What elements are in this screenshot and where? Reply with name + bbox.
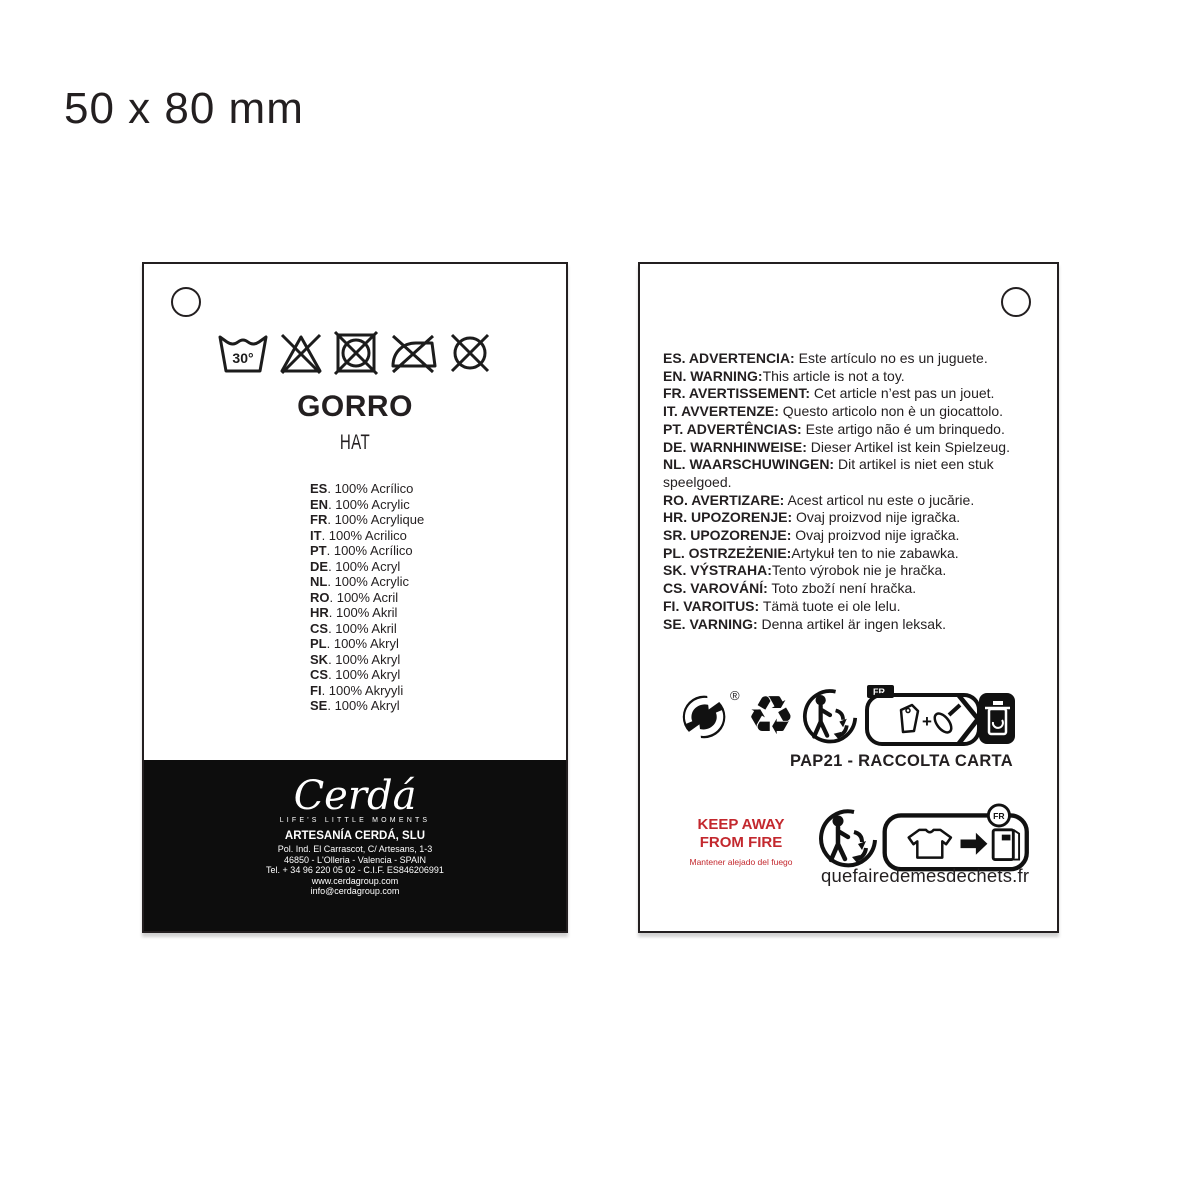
fr-textile-drop-box-icon <box>881 802 1041 874</box>
composition-line: HR. 100% Akril <box>310 605 398 620</box>
warning-line: SR. UPOZORENJE: Ovaj proizvod nije igračka. <box>663 527 960 544</box>
company-website: www.cerdagroup.com <box>311 875 399 886</box>
composition-line: PL. 100% Akryl <box>310 636 399 651</box>
sorting-url: quefairedemesdechets.fr <box>821 865 1030 886</box>
do-not-tumble-dry-icon <box>333 330 379 376</box>
warning-line: HR. UPOZORENJE: Ovaj proizvod nije igračka. <box>663 509 961 526</box>
wash-30-icon <box>217 330 269 376</box>
hang-hole <box>171 287 201 317</box>
company-address-line: Pol. Ind. El Carrascot, C/ Artesans, 1-3 <box>277 844 433 854</box>
fire-warning-line2: FROM FIRE <box>699 834 783 851</box>
composition-line: NL. 100% Acrylic <box>310 574 409 589</box>
warning-line: RO. AVERTIZARE: Acest articol nu este o jucărie. <box>663 491 975 508</box>
recycle-mobius-icon: ♻ <box>746 684 795 747</box>
composition-line: SE. 100% Akryl <box>310 698 400 713</box>
composition-line: DE. 100% Acryl <box>310 558 401 574</box>
recycling-icons-row <box>640 685 1057 747</box>
svg-text:30°: 30° <box>232 350 254 366</box>
composition-line: SK. 100% Akryl <box>310 651 401 667</box>
product-title: GORRO <box>297 390 413 423</box>
composition-line: FR. 100% Acrylique <box>310 512 425 527</box>
warning-line: CS. VAROVÁNÍ: Toto zboží není hračka. <box>663 580 917 597</box>
warnings-tag <box>638 262 1059 933</box>
green-dot-icon <box>680 690 730 742</box>
cerda-logo: Cerdá <box>293 773 417 819</box>
do-not-iron-icon <box>388 330 438 376</box>
warning-line: EN. WARNING:This article is not a toy. <box>663 367 905 384</box>
composition-line: EN. 100% Acrylic <box>310 496 410 512</box>
composition-list <box>310 481 566 714</box>
care-label-tag <box>142 262 568 933</box>
warning-line: PT. ADVERTÊNCIAS: Este artigo não é um brinquedo. <box>663 420 1005 437</box>
svg-text:FR: FR <box>873 687 885 697</box>
brand-footer <box>144 760 566 931</box>
warnings-list <box>663 350 1049 633</box>
registered-mark: ® <box>729 688 740 703</box>
composition-line: CS. 100% Akryl <box>310 667 401 682</box>
warning-line: NL. WAARSCHUWINGEN: Dit artikel is niet een stuk speelgoed. <box>663 456 994 490</box>
warning-line: IT. AVVERTENZE: Questo articolo non è un giocattolo. <box>663 403 1004 420</box>
svg-text:+: + <box>922 712 932 731</box>
composition-line: IT. 100% Acrilico <box>310 527 407 543</box>
warning-line: SK. VÝSTRAHA:Tento výrobok nie je hračka. <box>663 562 947 579</box>
fire-warning <box>682 816 800 867</box>
fr-sorting-tag-bin-icon <box>865 685 1017 747</box>
company-address-line: 46850 - L'Olleria - Valencia - SPAIN <box>284 854 426 865</box>
composition-line: RO. 100% Acril <box>310 589 399 605</box>
triman-icon <box>802 688 858 744</box>
warning-line: FR. AVERTISSEMENT: Cet article n’est pas un jouet. <box>663 385 995 402</box>
product-subtitle: HAT <box>339 431 371 454</box>
triman-icon <box>818 808 878 868</box>
brand-tagline: LIFE'S LITTLE MOMENTS <box>279 817 431 824</box>
warning-line: FI. VAROITUS: Tämä tuote ei ole lelu. <box>663 597 901 614</box>
composition-line: FI. 100% Akryyli <box>310 682 404 698</box>
svg-text:FR: FR <box>993 810 1005 821</box>
warning-line: PL. OSTRZEŻENIE:Artykuł ten to nie zabawka. <box>663 544 959 561</box>
fire-warning-subtext: Mantener alejado del fuego <box>689 857 793 867</box>
composition-line: CS. 100% Akril <box>310 620 397 636</box>
warning-line: DE. WARNHINWEISE: Dieser Artikel ist kein Spielzeug. <box>663 438 1010 455</box>
warning-line: ES. ADVERTENCIA: Este artículo no es un juguete. <box>663 350 988 366</box>
pap21-label: PAP21 - RACCOLTA CARTA <box>790 752 1013 770</box>
fire-warning-line1: KEEP AWAY <box>697 816 785 833</box>
care-symbols-row <box>144 330 566 376</box>
company-phone-cif: Tel. + 34 96 220 05 02 - C.I.F. ES846206991 <box>266 865 444 875</box>
company-name: ARTESANÍA CERDÁ, SLU <box>284 830 426 842</box>
composition-line: PT. 100% Acrílico <box>310 543 413 558</box>
warning-line: SE. VARNING: Denna artikel är ingen leksak. <box>663 615 946 632</box>
do-not-dry-clean-icon <box>447 330 493 376</box>
size-label: 50 x 80 mm <box>64 84 304 133</box>
company-email: info@cerdagroup.com <box>310 886 400 896</box>
do-not-bleach-icon <box>278 330 324 376</box>
textile-sorting-row <box>818 802 1041 874</box>
composition-line: ES. 100% Acrílico <box>310 481 414 496</box>
hang-hole <box>1001 287 1031 317</box>
